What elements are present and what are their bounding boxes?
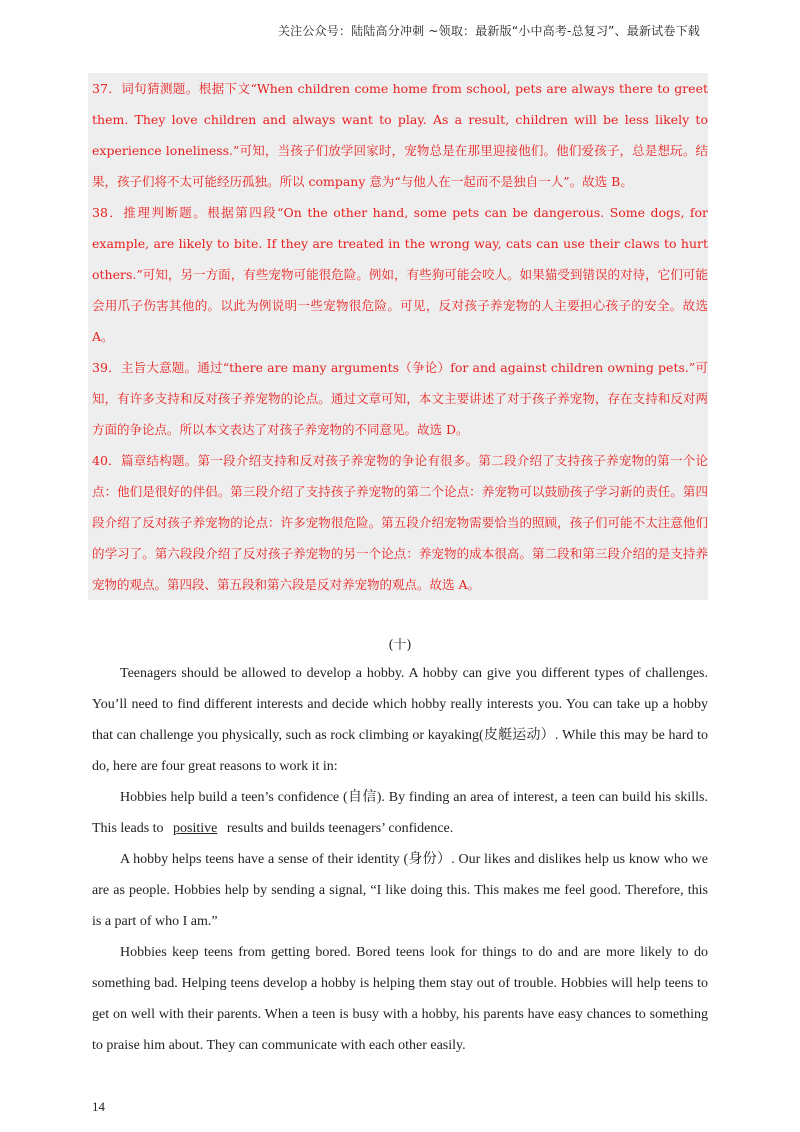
passage-paragraph-3: A hobby helps teens have a sense of their identity (身份）. Our likes and dislikes help us know who we are as people. Hobbies help by sending a signal, “I like doing this. This makes me feel good. Therefore, this is a part of who I am.”	[92, 852, 708, 929]
answer-40: 40．篇章结构题。第一段介绍支持和反对孩子养宠物的争论有很多。第二段介绍了支持孩子养宠物的第一个论点：他们是很好的伴侣。第三段介绍了支持孩子养宠物的第二个论点：养宠物可以鼓励孩子学习新的责任。第四段介绍了反对孩子养宠物的论点：许多宠物很危险。第五段介绍宠物需要恰当的照顾，孩子们可能不太注意他们的学习了。第六段段介绍了反对孩子养宠物的另一个论点：养宠物的成本很高。第二段和第三段介绍的是支持养宠物的观点。第四段、第五段和第六段是反对养宠物的观点。故选 A。	[92, 453, 708, 592]
passage-paragraph-4: Hobbies keep teens from getting bored. Bored teens look for things to do and are more likely to do something bad. Helping teens develop a hobby is helping them stay out of trouble. Hobbies will help teens to get on well with their parents. When a teen is busy with a hobby, his parents have easy chances to something to praise him about. They can communicate with each other easily.	[92, 945, 708, 1053]
filled-blank: positive	[173, 821, 218, 836]
paragraph-2-text-after: results and builds teenagers’ confidence.	[226, 821, 454, 836]
paragraph-2-text-before: Hobbies help build a teen’s confidence (自信). By finding an area of interest, a teen can build his skills. This leads to	[92, 790, 708, 836]
answer-39: 39．主旨大意题。通过“there are many arguments（争论）for and against children owning pets.”可知，有许多支持和反对孩子养宠物的论点。通过文章可知，本文主要讲述了对于孩子养宠物，存在支持和反对两方面的争论点。所以本文表达了对孩子养宠物的不同意见。故选 D。	[92, 360, 708, 437]
reading-passage	[92, 658, 708, 1061]
page-number: 14	[92, 1099, 105, 1114]
page-header: 关注公众号：陆陆高分冲刺 ~领取：最新版“小中高考-总复习”、最新试卷下载	[277, 24, 700, 38]
section-title: (十)	[388, 638, 412, 653]
answer-37: 37．词句猜测题。根据下文“When children come home from school, pets are always there to greet them. They love children and always want to play. As a result, children will be less likely to experience loneliness.”可知，当孩子们放学回家时，宠物总是在那里迎接他们。他们爱孩子，总是想玩。结果，孩子们将不太可能经历孤独。所以 company 意为“与他人在一起而不是独自一人”。故选 B。	[92, 81, 708, 189]
answer-38: 38．推理判断题。根据第四段“On the other hand, some pets can be dangerous. Some dogs, for example, are likely to bite. If they are treated in the wrong way, cats can use their claws to hurt others.”可知，另一方面，有些宠物可能很危险。例如，有些狗可能会咬人。如果猫受到错误的对待，它们可能会用爪子伤害其他的。以此为例说明一些宠物很危险。可见，反对孩子养宠物的人主要担心孩子的安全。故选 A。	[92, 205, 708, 344]
passage-paragraph-1: Teenagers should be allowed to develop a hobby. A hobby can give you different types of challenges. You’ll need to find different interests and decide which hobby really interests you. You can take up a hobby that can challenge you physically, such as rock climbing or kayaking(皮艇运动）. While this may be hard to do, here are four great reasons to work it in:	[92, 666, 708, 774]
passage-paragraph-2	[92, 782, 708, 844]
answer-explanations	[88, 73, 708, 600]
